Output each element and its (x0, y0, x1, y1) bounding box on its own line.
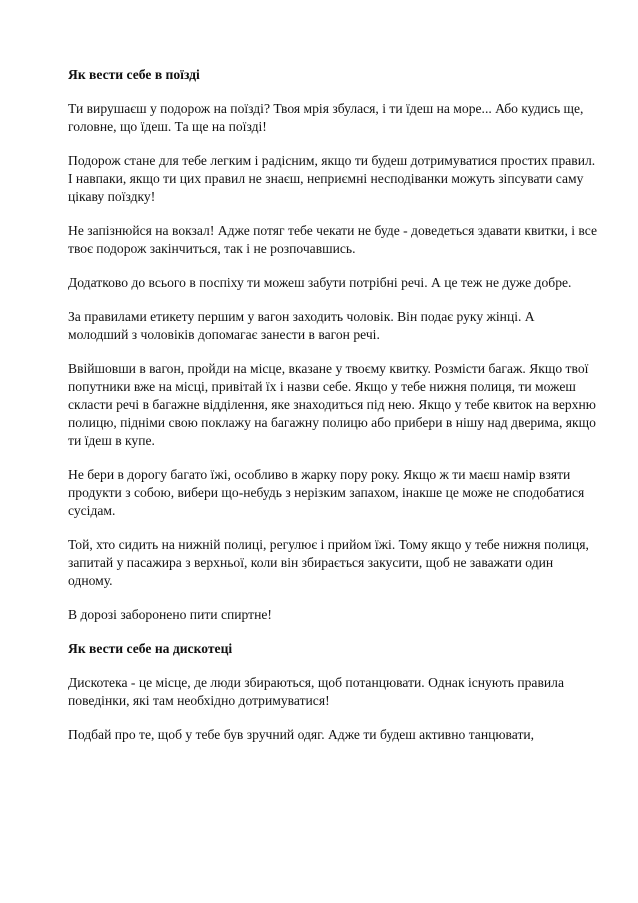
section-heading-train: Як вести себе в поїзді (68, 67, 200, 82)
paragraph-luggage: Ввійшовши в вагон, пройди на місце, вказане у твоєму квитку. Розмісти багаж. Якщо твої попутники вже на місці, привітай їх і назви себе. Якщо у тебе нижня полиця, ти можеш скласти речі в багажне відділення, яке знаходиться під нею. Якщо у тебе квиток на верхню полицю, підніми свою поклажу на багажну полицю або прибери в нішу над дверима, якщо ти їдеш в купе. (68, 361, 596, 448)
paragraph-alcohol: В дорозі заборонено пити спиртне! (68, 607, 272, 622)
paragraph-meals: Той, хто сидить на нижній полиці, регулює і прийом їжі. Тому якщо у тебе нижня полиця, запитай у пасажира з верхньої, коли він збирається закусити, щоб не заважати один одному. (68, 537, 589, 588)
paragraph-rules: Подорож стане для тебе легким і радісним, якщо ти будеш дотримуватися простих правил. І навпаки, якщо ти цих правил не знаєш, неприємні несподіванки можуть зіпсувати саму цікаву поїздку! (68, 153, 596, 204)
paragraph-station: Не запізнюйся на вокзал! Адже потяг тебе чекати не буде - доведеться здавати квитки, і все твоє подорож закінчиться, так і не розпочавшись. (68, 223, 598, 256)
paragraph-food: Не бери в дорогу багато їжі, особливо в жарку пору року. Якщо ж ти маєш намір взяти продукти з собою, вибери що-небудь з нерізким запахом, інакше це може не сподобатися сусідам. (68, 467, 585, 518)
paragraph-hurry: Додатково до всього в поспіху ти можеш забути потрібні речі. А це теж не дуже добре. (68, 275, 572, 290)
paragraph-etiquette: За правилами етикету першим у вагон заходить чоловік. Він подає руку жінці. А молодший з чоловіків допомагає занести в вагон речі. (68, 309, 535, 342)
section-heading-disco: Як вести себе на дискотеці (68, 641, 233, 656)
paragraph-intro: Ти вирушаєш у подорож на поїзді? Твоя мрія збулася, і ти їдеш на море... Або кудись ще, головне, що їдеш. Та ще на поїзді! (68, 101, 584, 134)
paragraph-clothes: Подбай про те, щоб у тебе був зручний одяг. Адже ти будеш активно танцювати, (68, 727, 535, 742)
paragraph-disco-intro: Дискотека - це місце, де люди збираються, щоб потанцювати. Однак існують правила поведінки, які там необхідно дотримуватися! (68, 675, 564, 708)
